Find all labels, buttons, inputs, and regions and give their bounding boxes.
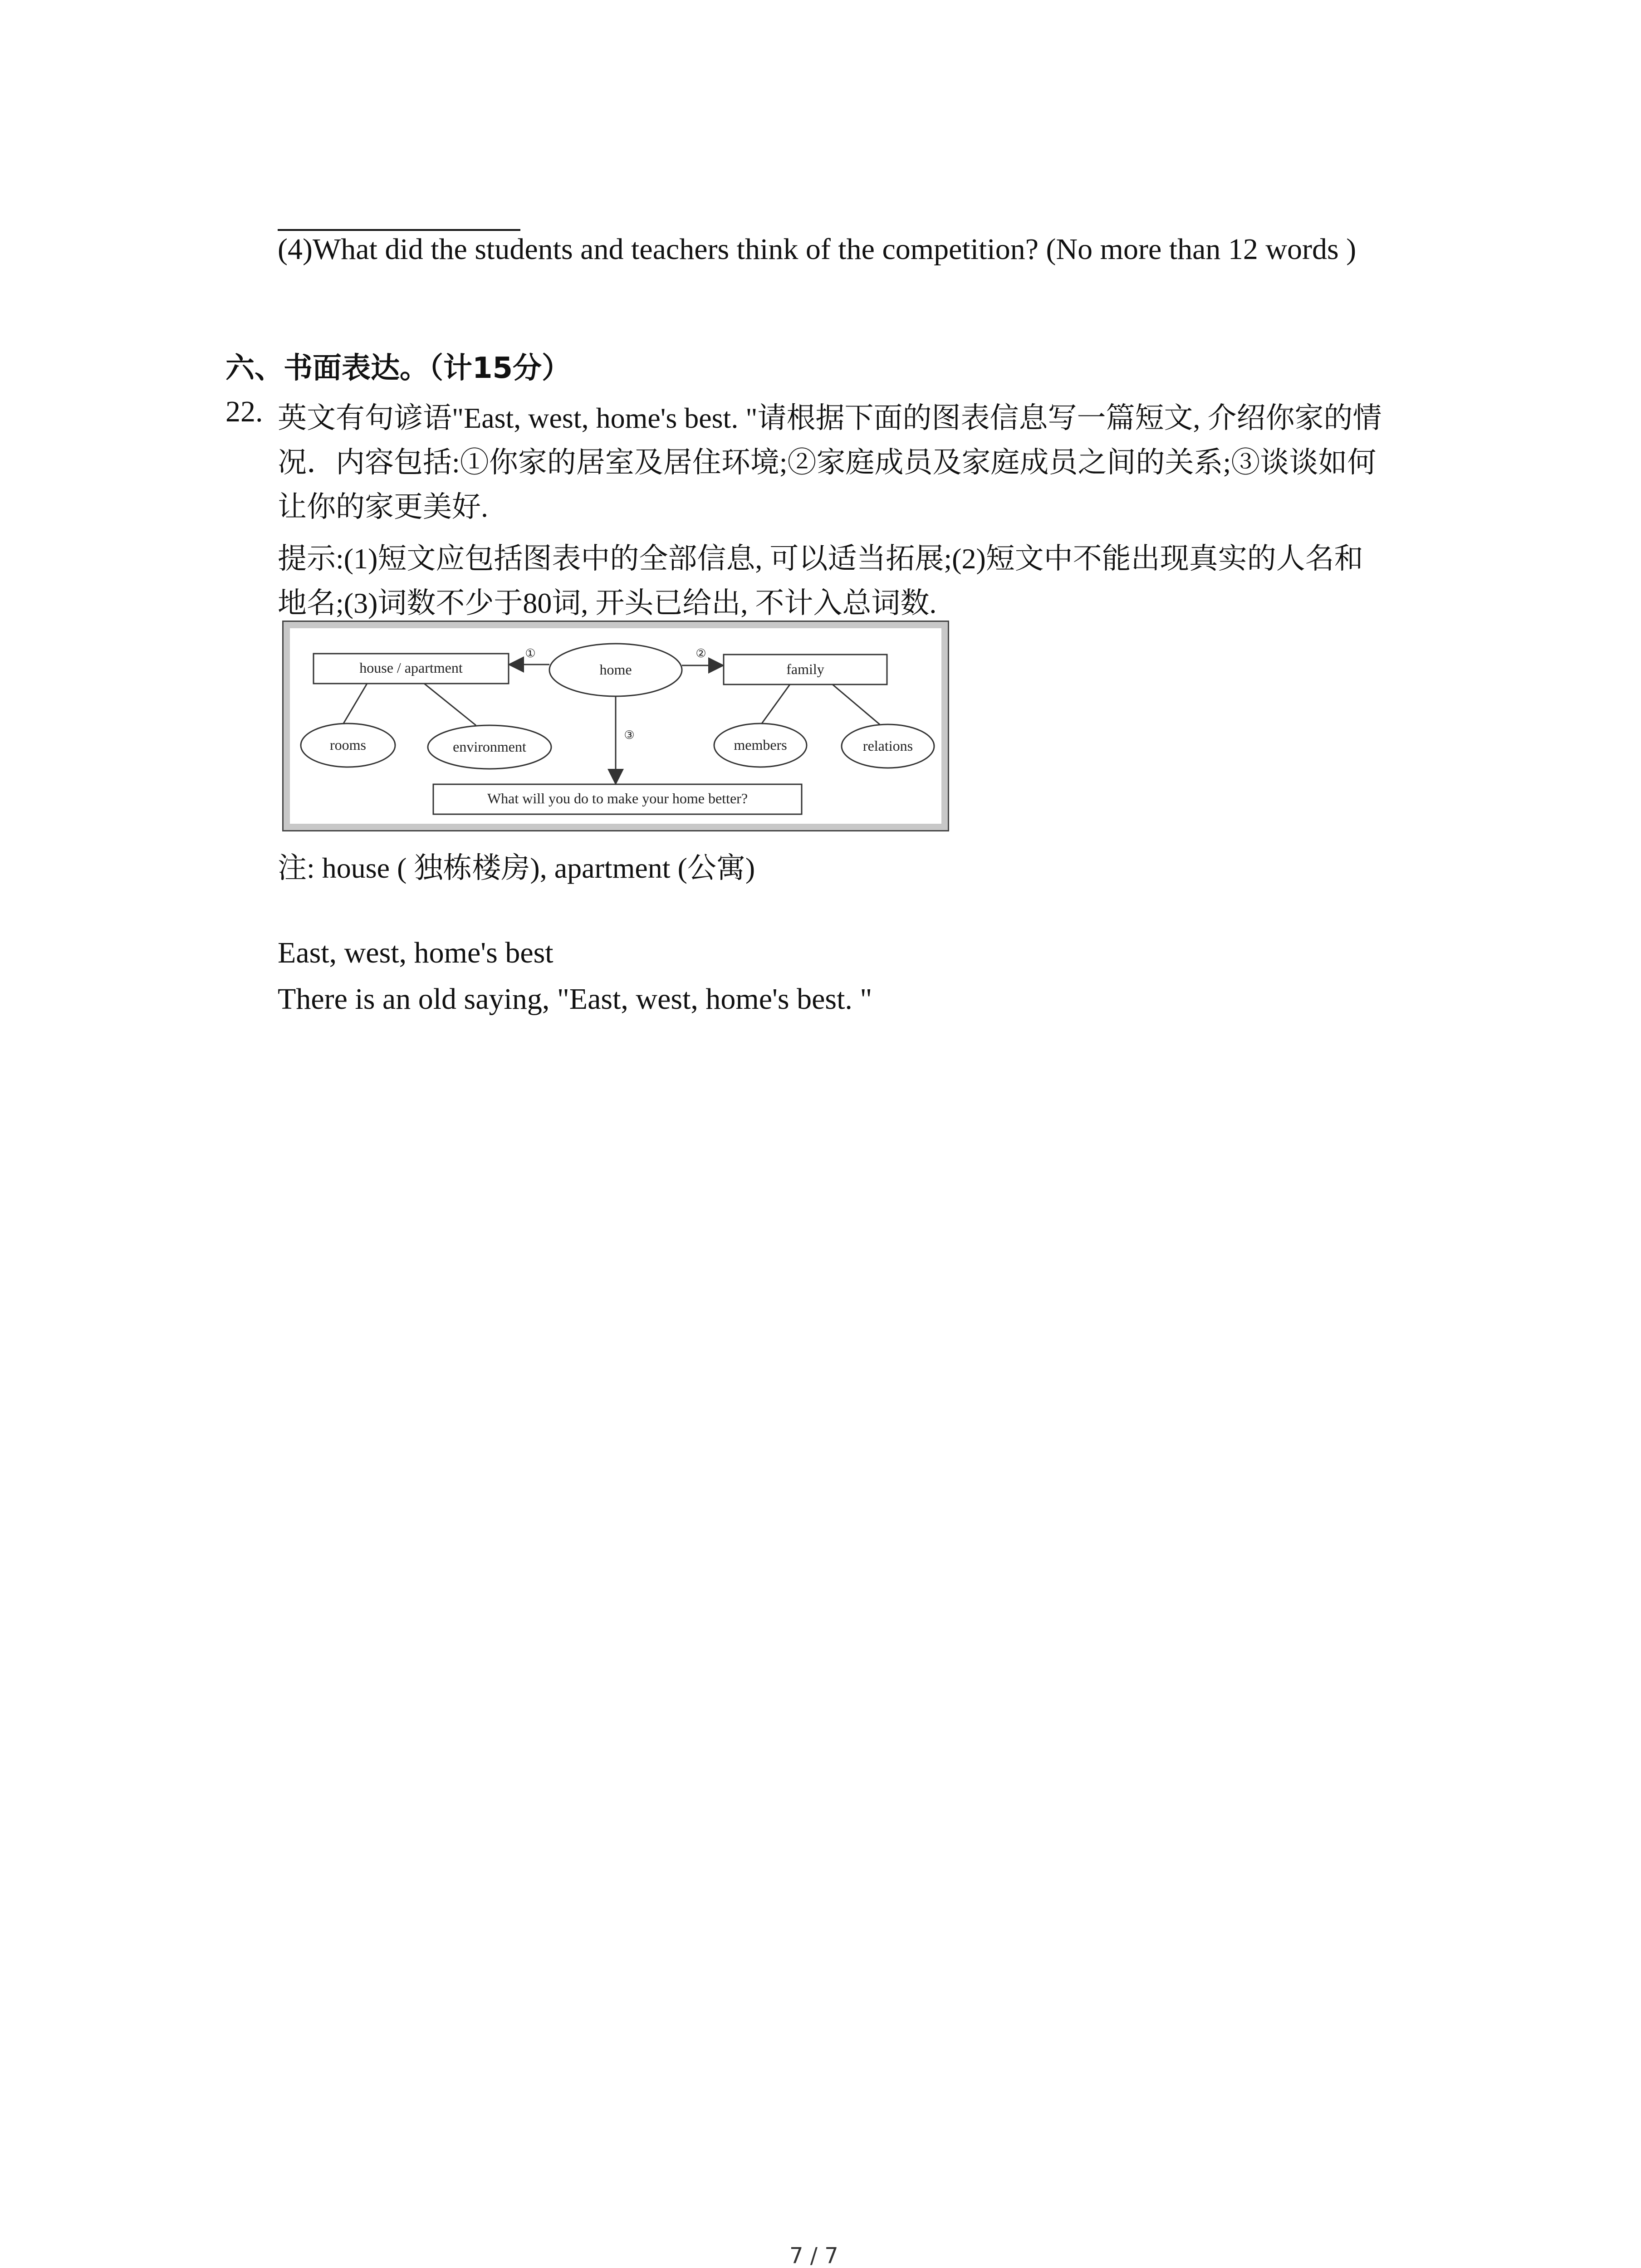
mind-map-diagram [290,628,941,824]
prompt-line-4: 提示:(1)短文应包括图表中的全部信息, 可以适当拓展;(2)短文中不能出现真实的人名和 [278,543,1363,575]
connector-members [762,684,790,723]
essay-opening-line: There is an old saying, "East, west, home's best. " [278,982,872,1016]
prompt-line-2: 况．内容包括:①你家的居室及居住环境;②家庭成员及家庭成员之间的关系;③谈谈如何 [278,446,1376,479]
prompt-line-5: 地名;(3)词数不少于80词, 开头已给出, 不计入总词数. [278,587,937,619]
answer-blank-line [278,229,520,231]
prompt-line-1: 英文有句谚语"East, west, home's best. "请根据下面的图表信息写一篇短文, 介绍你家的情 [278,402,1382,434]
connector-rooms [343,684,367,723]
relations-label: relations [862,738,913,754]
bottom-question-label: What will you do to make your home better? [487,790,748,807]
note-text: 注: house ( 独栋楼房), apartment (公寓) [278,852,755,884]
family-label: family [786,661,824,677]
marker-2: ② [696,647,706,660]
essay-title: East, west, home's best [278,936,554,969]
section-title: 六、书面表达。（计15分） [225,352,571,385]
house-apartment-label: house / apartment [359,660,463,676]
rooms-label: rooms [330,737,366,753]
prompt-line-3: 让你的家更美好. [278,491,488,523]
connector-relations [833,684,880,724]
question-4-text: (4)What did the students and teachers think of the competition? (No more than 12 words ) [278,233,1357,266]
connector-environment [424,684,476,725]
environment-label: environment [453,738,526,755]
mind-map-figure [282,621,949,831]
home-label: home [599,661,632,678]
question-number: 22. [225,395,263,428]
page-number: 7 / 7 [789,2243,838,2268]
marker-1: ① [525,647,536,660]
members-label: members [734,737,787,753]
marker-3: ③ [624,728,635,742]
